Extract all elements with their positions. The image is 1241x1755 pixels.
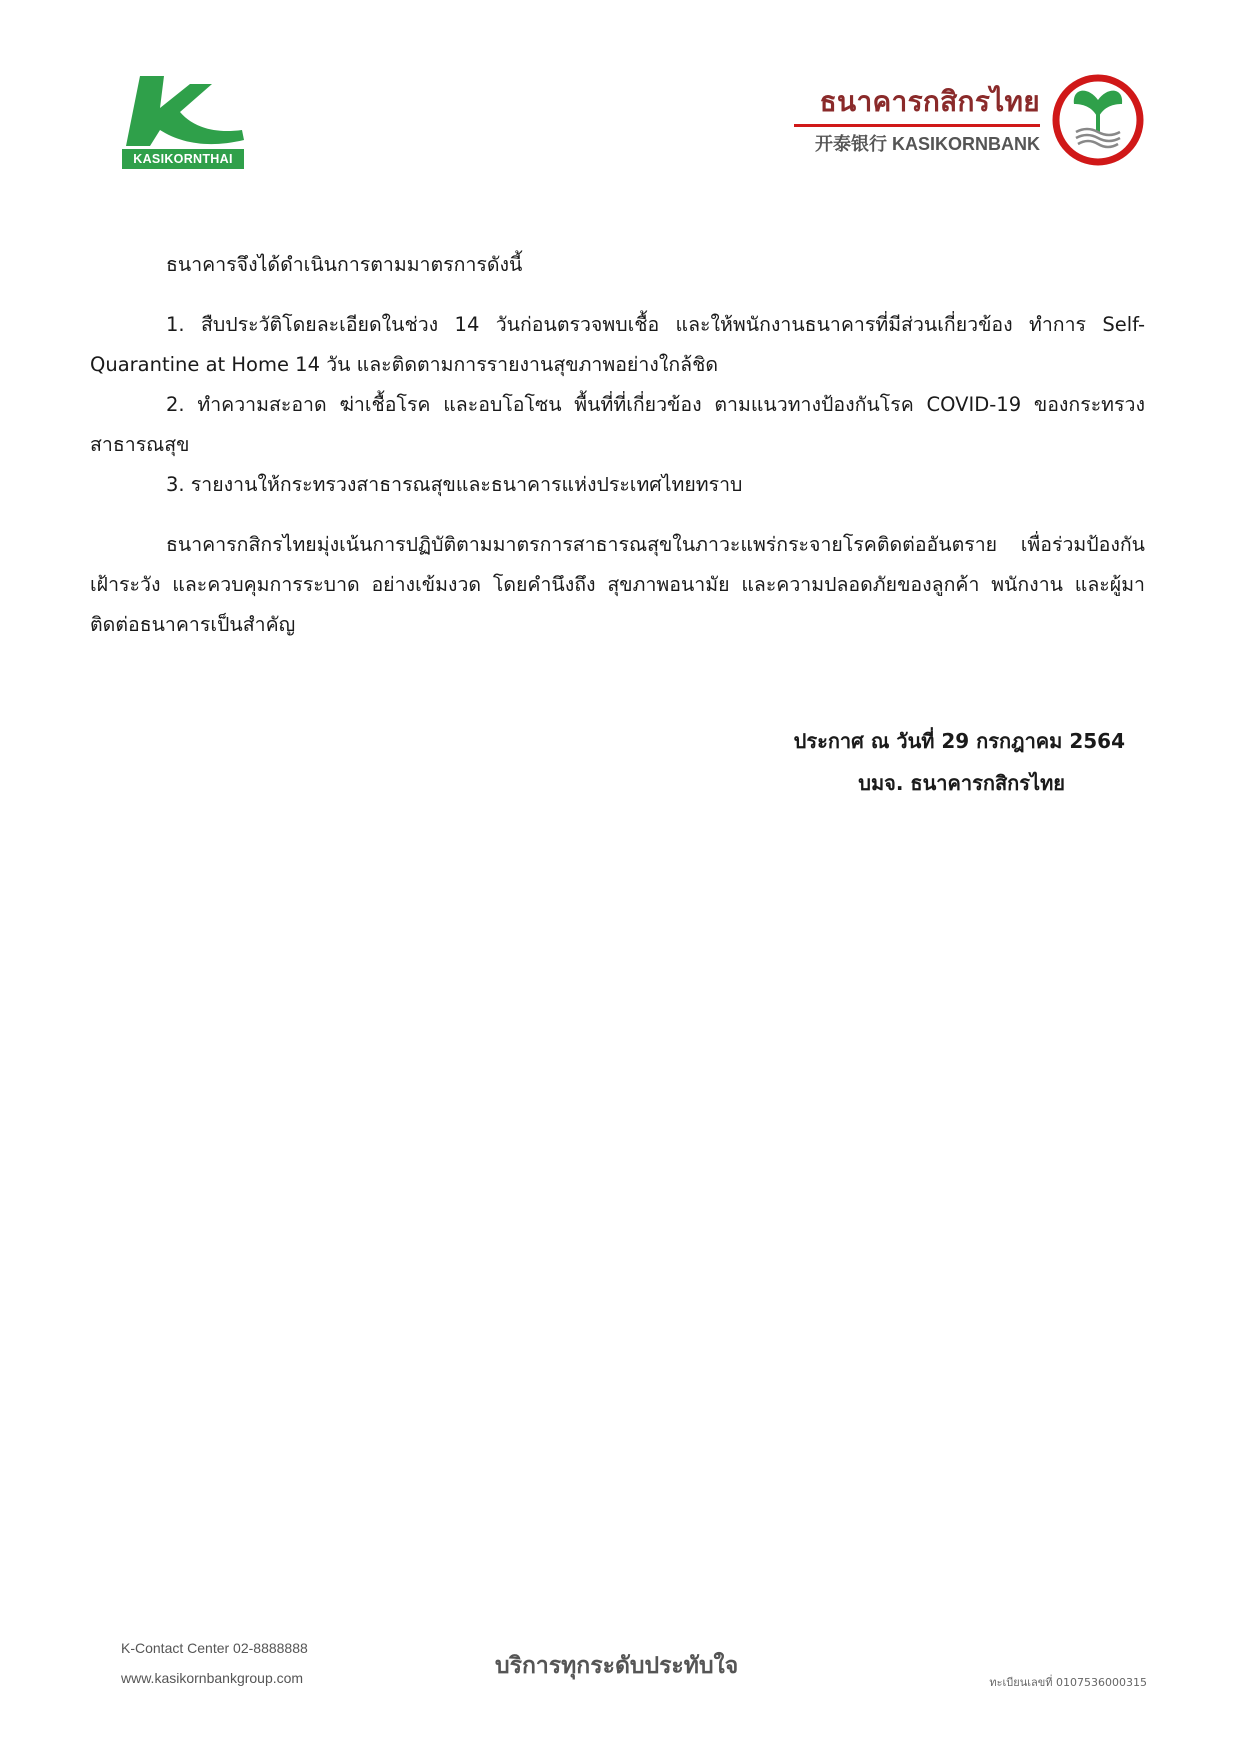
bank-name-thai: ธนาคารกสิกรไทย [819,85,1040,118]
bank-name-en: 开泰银行 KASIKORNBANK [815,134,1040,154]
footer-slogan: บริการทุกระดับประทับใจ [495,1653,739,1679]
left-logo-label: KASIKORNTHAI [122,149,244,169]
announcement-date: ประกาศ ณ วันที่ 29 กรกฎาคม 2564 [793,729,1125,753]
wordmark-underline [794,124,1040,127]
measure-item-3: 3. รายงานให้กระทรวงสาธารณสุขและธนาคารแห่งประเทศไทยทราบ [166,473,743,496]
kasikornthai-logo [120,74,248,170]
measure-item-2: 2. ทำความสะอาด ฆ่าเชื้อโรค และอบโอโซน พื้นที่ที่เกี่ยวข้อง ตามแนวทางป้องกันโรค COVID-19 ของกระทรวงสาธารณสุข [90,393,1145,456]
intro-paragraph: ธนาคารจึงได้ดำเนินการตามมาตรการดังนี้ [166,253,523,276]
kasikornbank-seal-icon [1052,74,1144,166]
measure-item-1: 1. สืบประวัติโดยละเอียดในช่วง 14 วันก่อนตรวจพบเชื้อ และให้พนักงานธนาคารที่มีส่วนเกี่ยวข้อง ทำการ Self-Quarantine at Home 14 วัน และติดตามการรายงานสุขภาพอย่างใกล้ชิด [90,313,1145,376]
k-logo-icon [120,74,248,148]
kasikornbank-wordmark [790,80,1040,156]
registration-number: ทะเบียนเลขที่ 0107536000315 [989,1676,1147,1689]
closing-paragraph: ธนาคารกสิกรไทยมุ่งเน้นการปฏิบัติตามมาตรการสาธารณสุขในภาวะแพร่กระจายโรคติดต่ออันตราย เพื่อร่วมป้องกัน เฝ้าระวัง และควบคุมการระบาด อย่างเข้มงวด โดยคำนึงถึง สุขภาพอนามัย และความปลอดภัยของลูกค้า พนักงาน และผู้มาติดต่อธนาคารเป็นสำคัญ [90,533,1145,636]
announcement-company: บมจ. ธนาคารกสิกรไทย [858,771,1065,795]
contact-center: K-Contact Center 02-8888888 [121,1640,308,1656]
website-link[interactable]: www.kasikornbankgroup.com [121,1670,304,1686]
